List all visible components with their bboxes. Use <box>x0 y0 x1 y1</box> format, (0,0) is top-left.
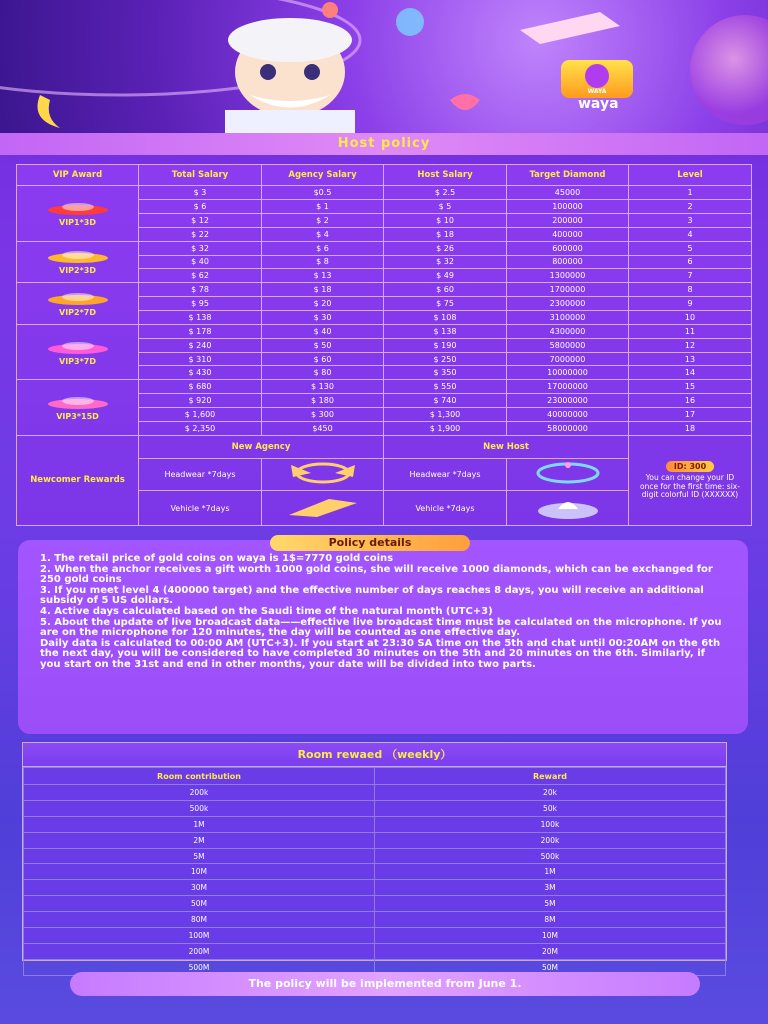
level-cell: 16 <box>629 394 752 408</box>
level-cell: 7 <box>629 269 752 283</box>
reward-cell: 3M <box>375 880 726 896</box>
room-contribution-cell: 2M <box>24 832 375 848</box>
host-salary-cell: $ 190 <box>384 338 507 352</box>
reward-cell: 1M <box>375 864 726 880</box>
reward-cell: 50M <box>375 959 726 975</box>
agency-salary-cell: $ 13 <box>262 269 384 283</box>
host-salary-cell: $ 75 <box>384 297 507 311</box>
target-diamond-cell: 100000 <box>507 200 629 214</box>
reward-cell: 20M <box>375 943 726 959</box>
host-salary-cell: $ 108 <box>384 311 507 325</box>
host-salary-cell: $ 1,900 <box>384 421 507 435</box>
new-host-header: New Host <box>384 435 629 458</box>
vip-award-cell <box>17 283 139 325</box>
room-reward-row <box>24 880 726 896</box>
level-cell: 13 <box>629 352 752 366</box>
room-reward-row <box>24 943 726 959</box>
level-cell: 6 <box>629 255 752 269</box>
header-total-salary: Total Salary <box>139 165 262 186</box>
policy-details-panel <box>18 540 748 734</box>
id-300-tag: ID: 300 <box>666 461 714 472</box>
total-salary-cell: $ 430 <box>139 366 262 380</box>
reward-cell: 20k <box>375 785 726 801</box>
host-salary-cell: $ 32 <box>384 255 507 269</box>
level-cell: 17 <box>629 408 752 422</box>
total-salary-cell: $ 12 <box>139 213 262 227</box>
vip-car-image <box>43 290 113 306</box>
agency-salary-cell: $ 20 <box>262 297 384 311</box>
target-diamond-cell: 10000000 <box>507 366 629 380</box>
level-cell: 2 <box>629 200 752 214</box>
target-diamond-cell: 1700000 <box>507 283 629 297</box>
target-diamond-cell: 400000 <box>507 227 629 241</box>
agency-salary-cell: $ 2 <box>262 213 384 227</box>
agency-vehicle-label: Vehicle *7days <box>139 491 262 526</box>
agency-headwear-image <box>262 458 384 490</box>
reward-cell: 50k <box>375 800 726 816</box>
room-contribution-cell: 80M <box>24 912 375 928</box>
reward-cell: 8M <box>375 912 726 928</box>
level-cell: 5 <box>629 241 752 255</box>
room-reward-panel <box>22 742 727 972</box>
host-salary-cell: $ 18 <box>384 227 507 241</box>
total-salary-cell: $ 310 <box>139 352 262 366</box>
room-reward-row <box>24 816 726 832</box>
policy-row <box>17 241 752 255</box>
agency-salary-cell: $ 18 <box>262 283 384 297</box>
agency-vehicle-image <box>262 491 384 526</box>
agency-salary-cell: $ 50 <box>262 338 384 352</box>
header-vip-award: VIP Award <box>17 165 139 186</box>
brand-name: waya <box>578 96 619 112</box>
total-salary-cell: $ 95 <box>139 297 262 311</box>
total-salary-cell: $ 2,350 <box>139 421 262 435</box>
total-salary-cell: $ 62 <box>139 269 262 283</box>
vip-car-image <box>43 200 113 216</box>
agency-salary-cell: $450 <box>262 421 384 435</box>
policy-row <box>17 283 752 297</box>
host-vehicle-label: Vehicle *7days <box>384 491 507 526</box>
host-policy-banner: Host policy <box>0 133 768 155</box>
host-salary-cell: $ 49 <box>384 269 507 283</box>
policy-detail-line: 2. When the anchor receives a gift worth 1000 gold coins, she will receive 1000 diamonds, which can be exchanged for 250 gold coins <box>40 563 713 586</box>
logo-text: WAYA <box>587 88 607 95</box>
policy-details-text <box>40 554 726 671</box>
header-agency-salary: Agency Salary <box>262 165 384 186</box>
hero-banner <box>0 0 768 133</box>
new-agency-header: New Agency <box>139 435 384 458</box>
level-cell: 11 <box>629 324 752 338</box>
room-contribution-cell: 10M <box>24 864 375 880</box>
room-contribution-cell: 100M <box>24 928 375 944</box>
host-salary-cell: $ 350 <box>384 366 507 380</box>
total-salary-cell: $ 22 <box>139 227 262 241</box>
id-reward-cell <box>629 435 752 525</box>
agency-salary-cell: $ 8 <box>262 255 384 269</box>
agency-salary-cell: $ 40 <box>262 324 384 338</box>
level-cell: 8 <box>629 283 752 297</box>
room-contribution-cell: 5M <box>24 848 375 864</box>
host-salary-cell: $ 550 <box>384 380 507 394</box>
total-salary-cell: $ 240 <box>139 338 262 352</box>
total-salary-cell: $ 6 <box>139 200 262 214</box>
policy-detail-line: 5. About the update of live broadcast data——effective live broadcast time must be calculated on the microphone. If you are on the microphone for 120 minutes, the day will be counted as one effective day. <box>40 616 722 639</box>
policy-rows <box>17 186 752 436</box>
header-host-salary: Host Salary <box>384 165 507 186</box>
total-salary-cell: $ 3 <box>139 186 262 200</box>
vip-award-label: VIP2*7D <box>59 308 96 318</box>
target-diamond-cell: 200000 <box>507 213 629 227</box>
host-salary-cell: $ 2.5 <box>384 186 507 200</box>
level-cell: 1 <box>629 186 752 200</box>
reward-cell: 10M <box>375 928 726 944</box>
room-reward-row <box>24 785 726 801</box>
level-cell: 3 <box>629 213 752 227</box>
agency-salary-cell: $ 6 <box>262 241 384 255</box>
target-diamond-cell: 58000000 <box>507 421 629 435</box>
vip-award-cell <box>17 241 139 283</box>
total-salary-cell: $ 178 <box>139 324 262 338</box>
target-diamond-cell: 23000000 <box>507 394 629 408</box>
vip-award-cell <box>17 380 139 436</box>
target-diamond-cell: 800000 <box>507 255 629 269</box>
vip-award-label: VIP3*7D <box>59 356 96 366</box>
total-salary-cell: $ 920 <box>139 394 262 408</box>
agency-headwear-label: Headwear *7days <box>139 458 262 490</box>
room-reward-row <box>24 928 726 944</box>
agency-salary-cell: $ 4 <box>262 227 384 241</box>
host-headwear-image <box>507 458 629 490</box>
level-cell: 18 <box>629 421 752 435</box>
room-reward-row <box>24 848 726 864</box>
host-salary-cell: $ 138 <box>384 324 507 338</box>
target-diamond-cell: 1300000 <box>507 269 629 283</box>
agency-salary-cell: $ 30 <box>262 311 384 325</box>
host-salary-cell: $ 740 <box>384 394 507 408</box>
vip-award-label: VIP3*15D <box>56 412 99 422</box>
reward-cell: 5M <box>375 896 726 912</box>
total-salary-cell: $ 32 <box>139 241 262 255</box>
room-reward-rows <box>24 785 726 976</box>
room-reward-row <box>24 896 726 912</box>
level-cell: 10 <box>629 311 752 325</box>
total-salary-cell: $ 680 <box>139 380 262 394</box>
implementation-notice: The policy will be implemented from June 1. <box>70 972 700 996</box>
level-cell: 15 <box>629 380 752 394</box>
target-diamond-cell: 600000 <box>507 241 629 255</box>
agency-salary-cell: $0.5 <box>262 186 384 200</box>
reward-header: Reward <box>375 768 726 785</box>
room-contribution-cell: 200M <box>24 943 375 959</box>
policy-row <box>17 380 752 394</box>
room-reward-title: Room rewaed （weekly） <box>23 743 726 767</box>
room-contribution-cell: 500k <box>24 800 375 816</box>
vip-award-label: VIP2*3D <box>59 266 96 276</box>
newcomer-rewards-label: Newcomer Rewards <box>17 435 139 525</box>
target-diamond-cell: 17000000 <box>507 380 629 394</box>
host-salary-cell: $ 10 <box>384 213 507 227</box>
policy-row <box>17 186 752 200</box>
room-contribution-cell: 50M <box>24 896 375 912</box>
target-diamond-cell: 2300000 <box>507 297 629 311</box>
total-salary-cell: $ 78 <box>139 283 262 297</box>
reward-cell: 500k <box>375 848 726 864</box>
host-salary-cell: $ 1,300 <box>384 408 507 422</box>
vip-award-label: VIP1*3D <box>59 217 96 227</box>
host-headwear-label: Headwear *7days <box>384 458 507 490</box>
total-salary-cell: $ 40 <box>139 255 262 269</box>
room-contribution-cell: 1M <box>24 816 375 832</box>
room-reward-row <box>24 912 726 928</box>
vip-car-image <box>43 339 113 355</box>
agency-salary-cell: $ 300 <box>262 408 384 422</box>
agency-salary-cell: $ 130 <box>262 380 384 394</box>
total-salary-cell: $ 138 <box>139 311 262 325</box>
reward-cell: 100k <box>375 816 726 832</box>
room-reward-row <box>24 864 726 880</box>
room-reward-row <box>24 832 726 848</box>
room-contribution-cell: 200k <box>24 785 375 801</box>
target-diamond-cell: 45000 <box>507 186 629 200</box>
target-diamond-cell: 4300000 <box>507 324 629 338</box>
target-diamond-cell: 7000000 <box>507 352 629 366</box>
waya-logo <box>561 60 633 98</box>
policy-detail-line: 4. Active days calculated based on the Saudi time of the natural month (UTC+3) <box>40 605 493 617</box>
agency-salary-cell: $ 80 <box>262 366 384 380</box>
target-diamond-cell: 40000000 <box>507 408 629 422</box>
level-cell: 9 <box>629 297 752 311</box>
host-salary-cell: $ 5 <box>384 200 507 214</box>
room-contribution-header: Room contribution <box>24 768 375 785</box>
policy-detail-line: 1. The retail price of gold coins on waya is 1$=7770 gold coins <box>40 553 394 564</box>
room-reward-table <box>23 767 726 976</box>
host-salary-cell: $ 250 <box>384 352 507 366</box>
room-contribution-cell: 500M <box>24 959 375 975</box>
room-contribution-cell: 30M <box>24 880 375 896</box>
vip-award-cell <box>17 186 139 241</box>
room-reward-row <box>24 800 726 816</box>
space-illustration <box>0 0 768 133</box>
host-policy-table <box>16 164 752 526</box>
header-target-diamond: Target Diamond <box>507 165 629 186</box>
total-salary-cell: $ 1,600 <box>139 408 262 422</box>
host-salary-cell: $ 60 <box>384 283 507 297</box>
vip-car-image <box>43 394 113 410</box>
policy-details-title: Policy details <box>270 535 470 551</box>
agency-salary-cell: $ 1 <box>262 200 384 214</box>
target-diamond-cell: 3100000 <box>507 311 629 325</box>
policy-detail-line: Daily data is calculated to 00:00 AM (UTC+3). If you start at 23:30 SA time on the 5th and chat until 00:20AM on the 6th the next day, you will be considered to have completed 30 minutes on the 5th and 20 minutes on the 6th. Similarly, if you start on the 31st and end in other months, your date will be divided into two parts. <box>40 637 721 670</box>
level-cell: 14 <box>629 366 752 380</box>
vip-award-cell <box>17 324 139 379</box>
agency-salary-cell: $ 180 <box>262 394 384 408</box>
host-vehicle-image <box>507 491 629 526</box>
reward-cell: 200k <box>375 832 726 848</box>
policy-row <box>17 324 752 338</box>
agency-salary-cell: $ 60 <box>262 352 384 366</box>
policy-detail-line: 3. If you meet level 4 (400000 target) and the effective number of days reaches 8 days, you will receive an additional subsidy of 5 US dollars. <box>40 584 704 607</box>
target-diamond-cell: 5800000 <box>507 338 629 352</box>
vip-car-image <box>43 248 113 264</box>
level-cell: 12 <box>629 338 752 352</box>
host-salary-cell: $ 26 <box>384 241 507 255</box>
id-reward-note: You can change your ID once for the first time: six-digit colorful ID (XXXXXX) <box>640 473 740 500</box>
level-cell: 4 <box>629 227 752 241</box>
header-level: Level <box>629 165 752 186</box>
